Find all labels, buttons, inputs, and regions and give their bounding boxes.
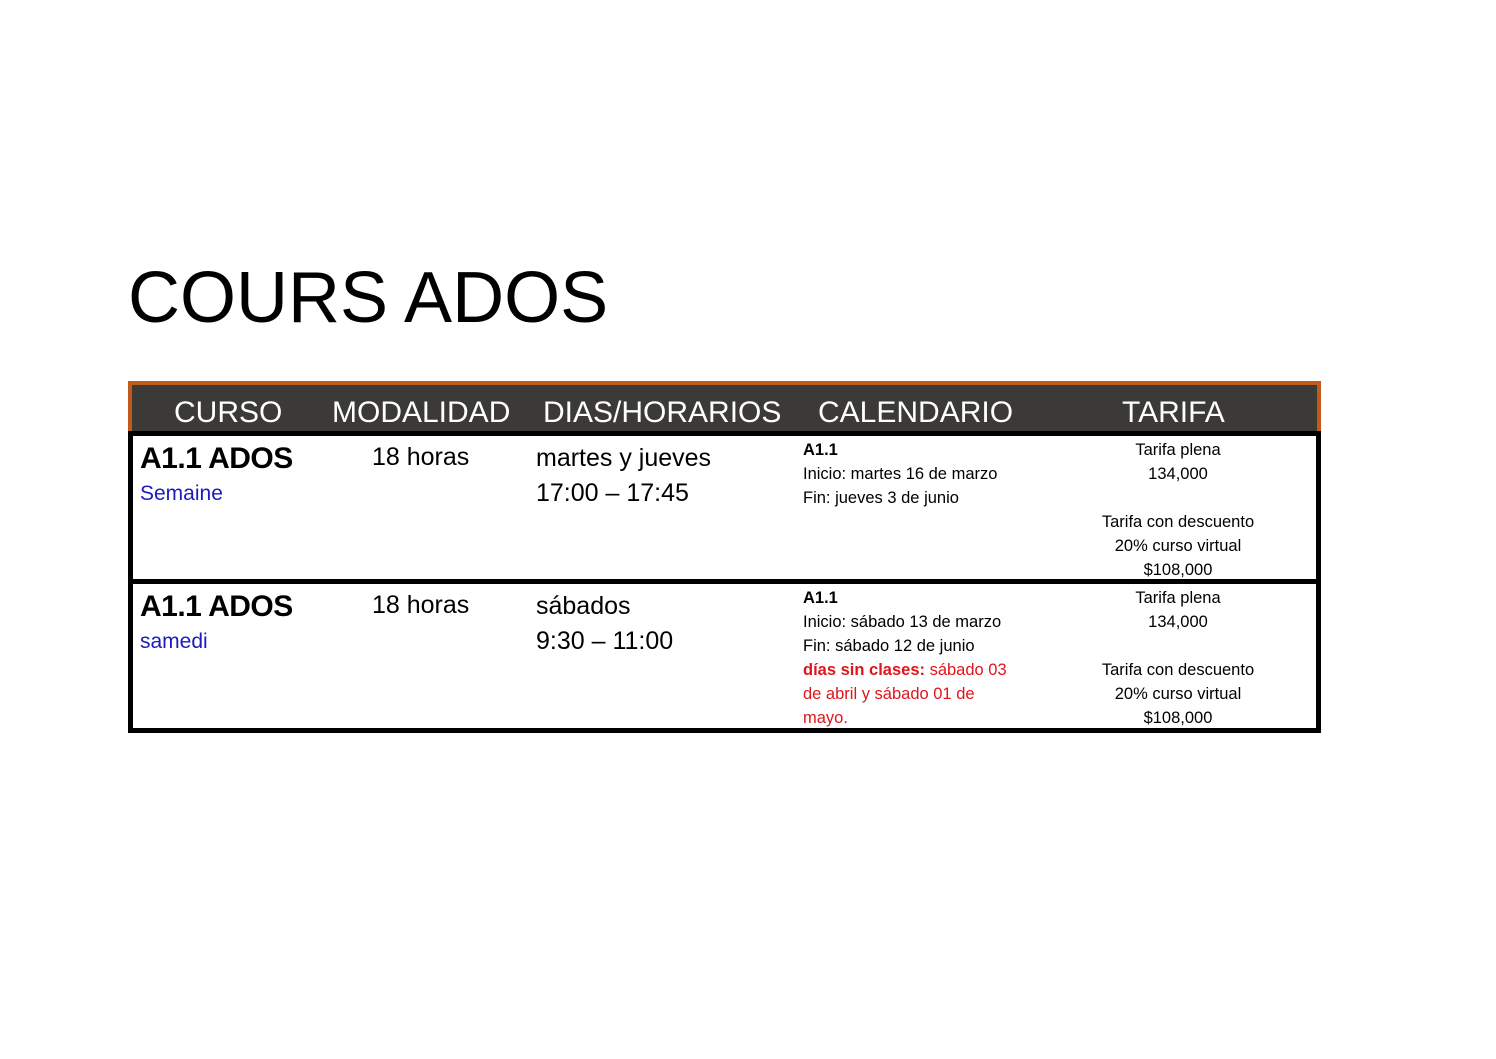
page-title: COURS ADOS bbox=[128, 258, 609, 338]
table-row bbox=[128, 579, 1321, 733]
header-dias-horarios: DIAS/HORARIOS bbox=[543, 396, 782, 429]
tariff-full-price: 134,000 bbox=[1148, 465, 1208, 483]
header-modalidad: MODALIDAD bbox=[332, 396, 511, 429]
no-class-label: días sin clases: bbox=[803, 661, 925, 679]
tariff-full-label: Tarifa plena bbox=[1135, 589, 1221, 607]
calendar-level: A1.1 bbox=[803, 589, 838, 607]
no-class-line3: mayo. bbox=[803, 709, 848, 727]
course-subtitle: Semaine bbox=[140, 482, 223, 505]
course-name: A1.1 ADOS bbox=[140, 590, 293, 623]
calendar bbox=[803, 438, 997, 510]
header-calendario: CALENDARIO bbox=[818, 396, 1014, 429]
tariff-discount-price: $108,000 bbox=[1143, 561, 1213, 579]
no-class-line1: sábado 03 bbox=[925, 661, 1007, 679]
no-class-note bbox=[803, 658, 1007, 682]
calendar bbox=[803, 586, 1007, 730]
calendar-end: Fin: jueves 3 de junio bbox=[803, 489, 959, 507]
header-tarifa: TARIFA bbox=[1122, 396, 1225, 429]
modality: 18 horas bbox=[372, 591, 470, 619]
tariff-discount-label: Tarifa con descuento bbox=[1101, 513, 1255, 531]
course-name: A1.1 ADOS bbox=[140, 442, 293, 475]
schedule-hours: 9:30 – 11:00 bbox=[536, 627, 674, 655]
tariff-full-price: 134,000 bbox=[1148, 613, 1208, 631]
course-subtitle: samedi bbox=[140, 630, 208, 653]
schedule-days: martes y jueves bbox=[536, 444, 712, 472]
schedule bbox=[536, 441, 711, 511]
calendar-start: Inicio: martes 16 de marzo bbox=[803, 465, 998, 483]
table-header bbox=[128, 381, 1321, 433]
schedule-days: sábados bbox=[536, 592, 631, 620]
tariff bbox=[1053, 438, 1303, 582]
calendar-start: Inicio: sábado 13 de marzo bbox=[803, 613, 1002, 631]
course-table bbox=[128, 381, 1321, 733]
tariff bbox=[1053, 586, 1303, 730]
schedule-hours: 17:00 – 17:45 bbox=[536, 479, 689, 507]
calendar-end: Fin: sábado 12 de junio bbox=[803, 637, 975, 655]
tariff-full-label: Tarifa plena bbox=[1135, 441, 1221, 459]
schedule bbox=[536, 589, 673, 659]
no-class-line2: de abril y sábado 01 de bbox=[803, 685, 975, 703]
calendar-level: A1.1 bbox=[803, 441, 838, 459]
tariff-discount-price: $108,000 bbox=[1143, 709, 1213, 727]
tariff-discount-note: 20% curso virtual bbox=[1114, 537, 1242, 555]
modality: 18 horas bbox=[372, 443, 470, 471]
header-curso: CURSO bbox=[174, 396, 283, 429]
tariff-discount-note: 20% curso virtual bbox=[1114, 685, 1242, 703]
table-row bbox=[128, 431, 1321, 584]
tariff-discount-label: Tarifa con descuento bbox=[1101, 661, 1255, 679]
